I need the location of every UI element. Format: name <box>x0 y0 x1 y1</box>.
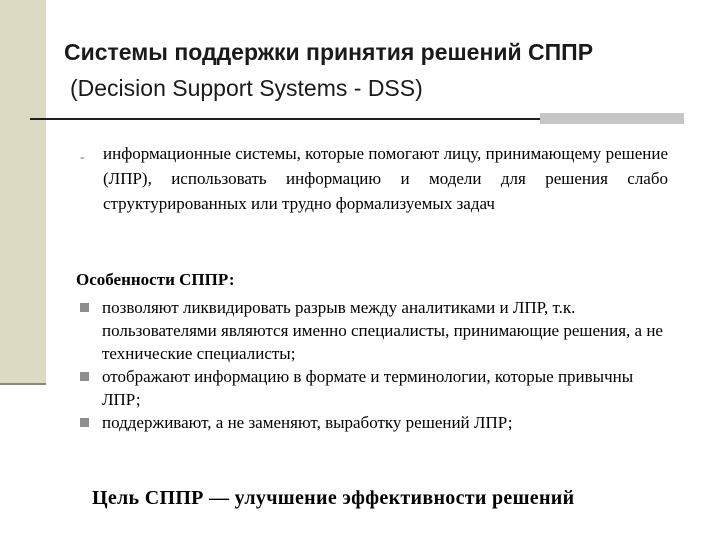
list-item <box>76 365 676 411</box>
title-line-1: Системы поддержки принятия решений СППР <box>64 39 594 65</box>
feature-text: отображают информацию в формате и терминологии, которые привычны ЛПР; <box>102 367 634 409</box>
bullet-square-icon <box>80 418 89 427</box>
goal-statement: Цель СППР — улучшение эффективности решений <box>92 487 575 509</box>
title-underline-accent <box>540 113 684 124</box>
definition-text: информационные системы, которые помогают лицу, принимающему решение (ЛПР), использовать информацию и модели для решения слабо структурированных или трудно формализуемых задач <box>103 144 668 213</box>
title-underline <box>30 118 540 120</box>
left-decorative-band <box>0 0 46 383</box>
feature-text: поддерживают, а не заменяют, выработку решений ЛПР; <box>102 413 513 432</box>
left-band-divider <box>0 383 46 385</box>
definition-marker: - <box>80 150 85 165</box>
title-line-2: (Decision Support Systems - DSS) <box>70 75 423 101</box>
slide-title <box>64 34 593 106</box>
features-heading: Особенности СППР: <box>76 270 235 289</box>
bullet-square-icon <box>80 372 89 381</box>
features-list <box>76 296 676 434</box>
bullet-square-icon <box>80 303 89 312</box>
feature-text: позволяют ликвидировать разрыв между аналитиками и ЛПР, т.к. пользователями являются именно специалисты, принимающие решения, а не технические специалисты; <box>102 298 663 363</box>
list-item <box>76 411 676 434</box>
list-item <box>76 296 676 365</box>
